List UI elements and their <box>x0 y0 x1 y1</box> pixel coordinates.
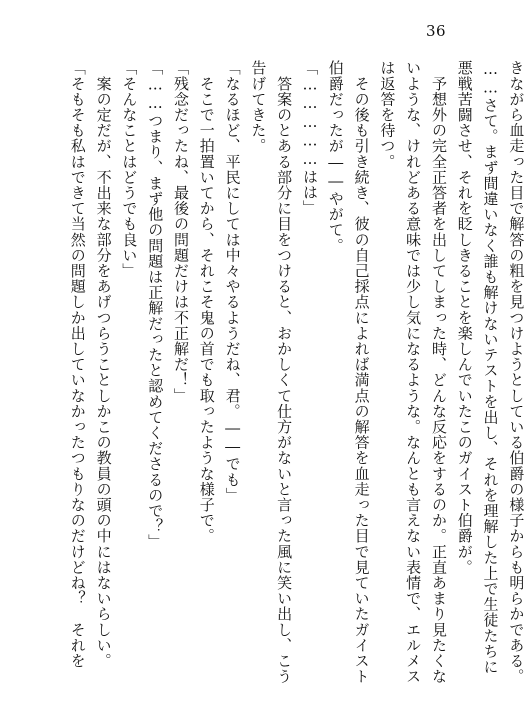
text-line: 案の定だが、不出来な部分をあげつらうことしかこの教員の頭の中にはないらしい。 <box>94 60 113 669</box>
text-line: 「……………はは」 <box>300 60 319 216</box>
text-line: 「なるほど、平民にしては中々やるようだね、君。――でも」 <box>223 60 242 503</box>
text-line: ……さて。まず間違いなく誰も解けないテストを出し、それを理解した上で生徒たちに <box>481 60 500 675</box>
body-text <box>64 60 526 684</box>
text-line: 「そんなことはどうでも良い」 <box>120 60 139 279</box>
text-line: その後も引き続き、彼の自己採点によれば満点の解答を血走った目で見ていたガイスト <box>352 60 371 684</box>
text-line: 「残念だったね、最後の問題だけは不正解だ！」 <box>171 60 190 404</box>
text-line: 「……つまり、まず他の問題は正解だったと認めてくださるので？」 <box>146 60 165 550</box>
text-line: 予想外の完全正答者を出してしまった時、どんな反応をするのか。正直あまり見たくな <box>429 60 448 684</box>
text-line: 悪戦苦闘させ、それを眨しきることを楽しんでいたこのガイスト伯爵が。 <box>455 60 474 575</box>
text-line: 告げてきた。 <box>249 60 268 154</box>
text-line: 伯爵だったが――やがて。 <box>326 60 345 254</box>
text-line: そこで一拍置いてから、それこそ鬼の首でも取ったような様子で。 <box>197 60 216 544</box>
text-line: いような、けれどある意味では少し気になるような。なんとも言えない表情で、エルメス <box>404 60 423 684</box>
text-line: は返答を待つ。 <box>378 60 397 170</box>
text-line: きながら血走った目で解答の粗を見つけようとしている伯爵の様子からも明らかである。 <box>507 60 526 684</box>
text-line: 答案のとある部分に目をつけると、おかしくて仕方がないと言った風に笑い出し、こう <box>275 60 294 684</box>
text-line: 「そもそも私はできて当然の問題しか出していなかったつもりなのだけどね？ それを <box>68 60 87 669</box>
vertical-text-columns <box>64 60 528 684</box>
page-number: 36 <box>426 22 447 40</box>
